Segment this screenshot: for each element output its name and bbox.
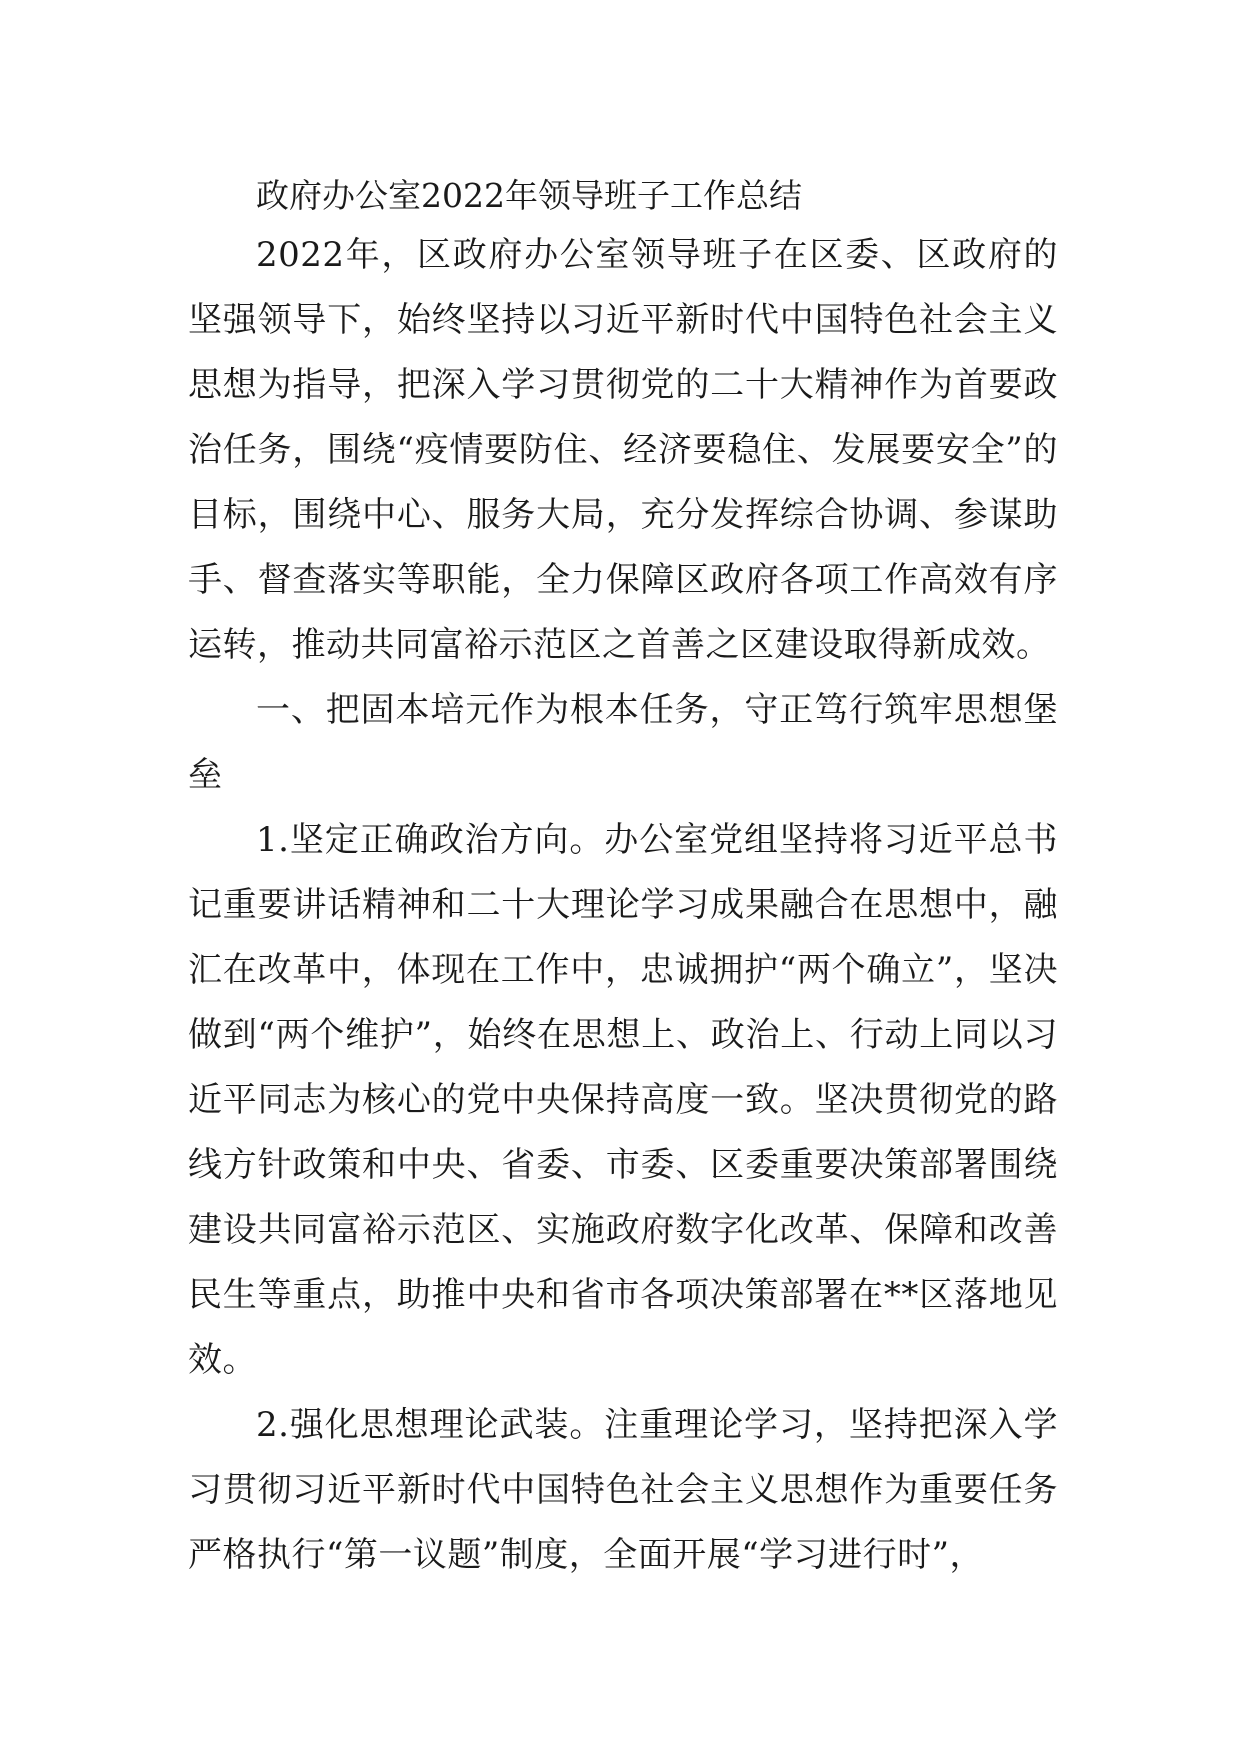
document-body: [188, 168, 1058, 1588]
document-title: 政府办公室2022年领导班子工作总结: [256, 176, 802, 215]
paragraph-intro: 2022年，区政府办公室领导班子在区委、区政府的坚强领导下，始终坚持以习近平新时代中国特色社会主义思想为指导，把深入学习贯彻党的二十大精神作为首要政治任务，围绕“疫情要防住、经济要稳住、发展要安全”的目标，围绕中心、服务大局，充分发挥综合协调、参谋助手、督查落实等职能，全力保障区政府各项工作高效有序运转，推动共同富裕示范区之首善之区建设取得新成效。: [188, 235, 1058, 665]
section-heading-1: 一、把固本培元作为根本任务，守正笃行筑牢思想堡垒: [188, 690, 1058, 795]
paragraph-item-1: 1.坚定正确政治方向。办公室党组坚持将习近平总书记重要讲话精神和二十大理论学习成果融合在思想中，融汇在改革中，体现在工作中，忠诚拥护“两个确立”，坚决做到“两个维护”，始终在思想上、政治上、行动上同以习近平同志为核心的党中央保持高度一致。坚决贯彻党的路线方针政策和中央、省委、市委、区委重要决策部署围绕建设共同富裕示范区、实施政府数字化改革、保障和改善民生等重点，助推中央和省市各项决策部署在**区落地见效。: [188, 820, 1058, 1380]
paragraph-item-2: 2.强化思想理论武装。注重理论学习，坚持把深入学习贯彻习近平新时代中国特色社会主义思想作为重要任务严格执行“第一议题”制度，全面开展“学习进行时”，: [188, 1405, 1058, 1575]
